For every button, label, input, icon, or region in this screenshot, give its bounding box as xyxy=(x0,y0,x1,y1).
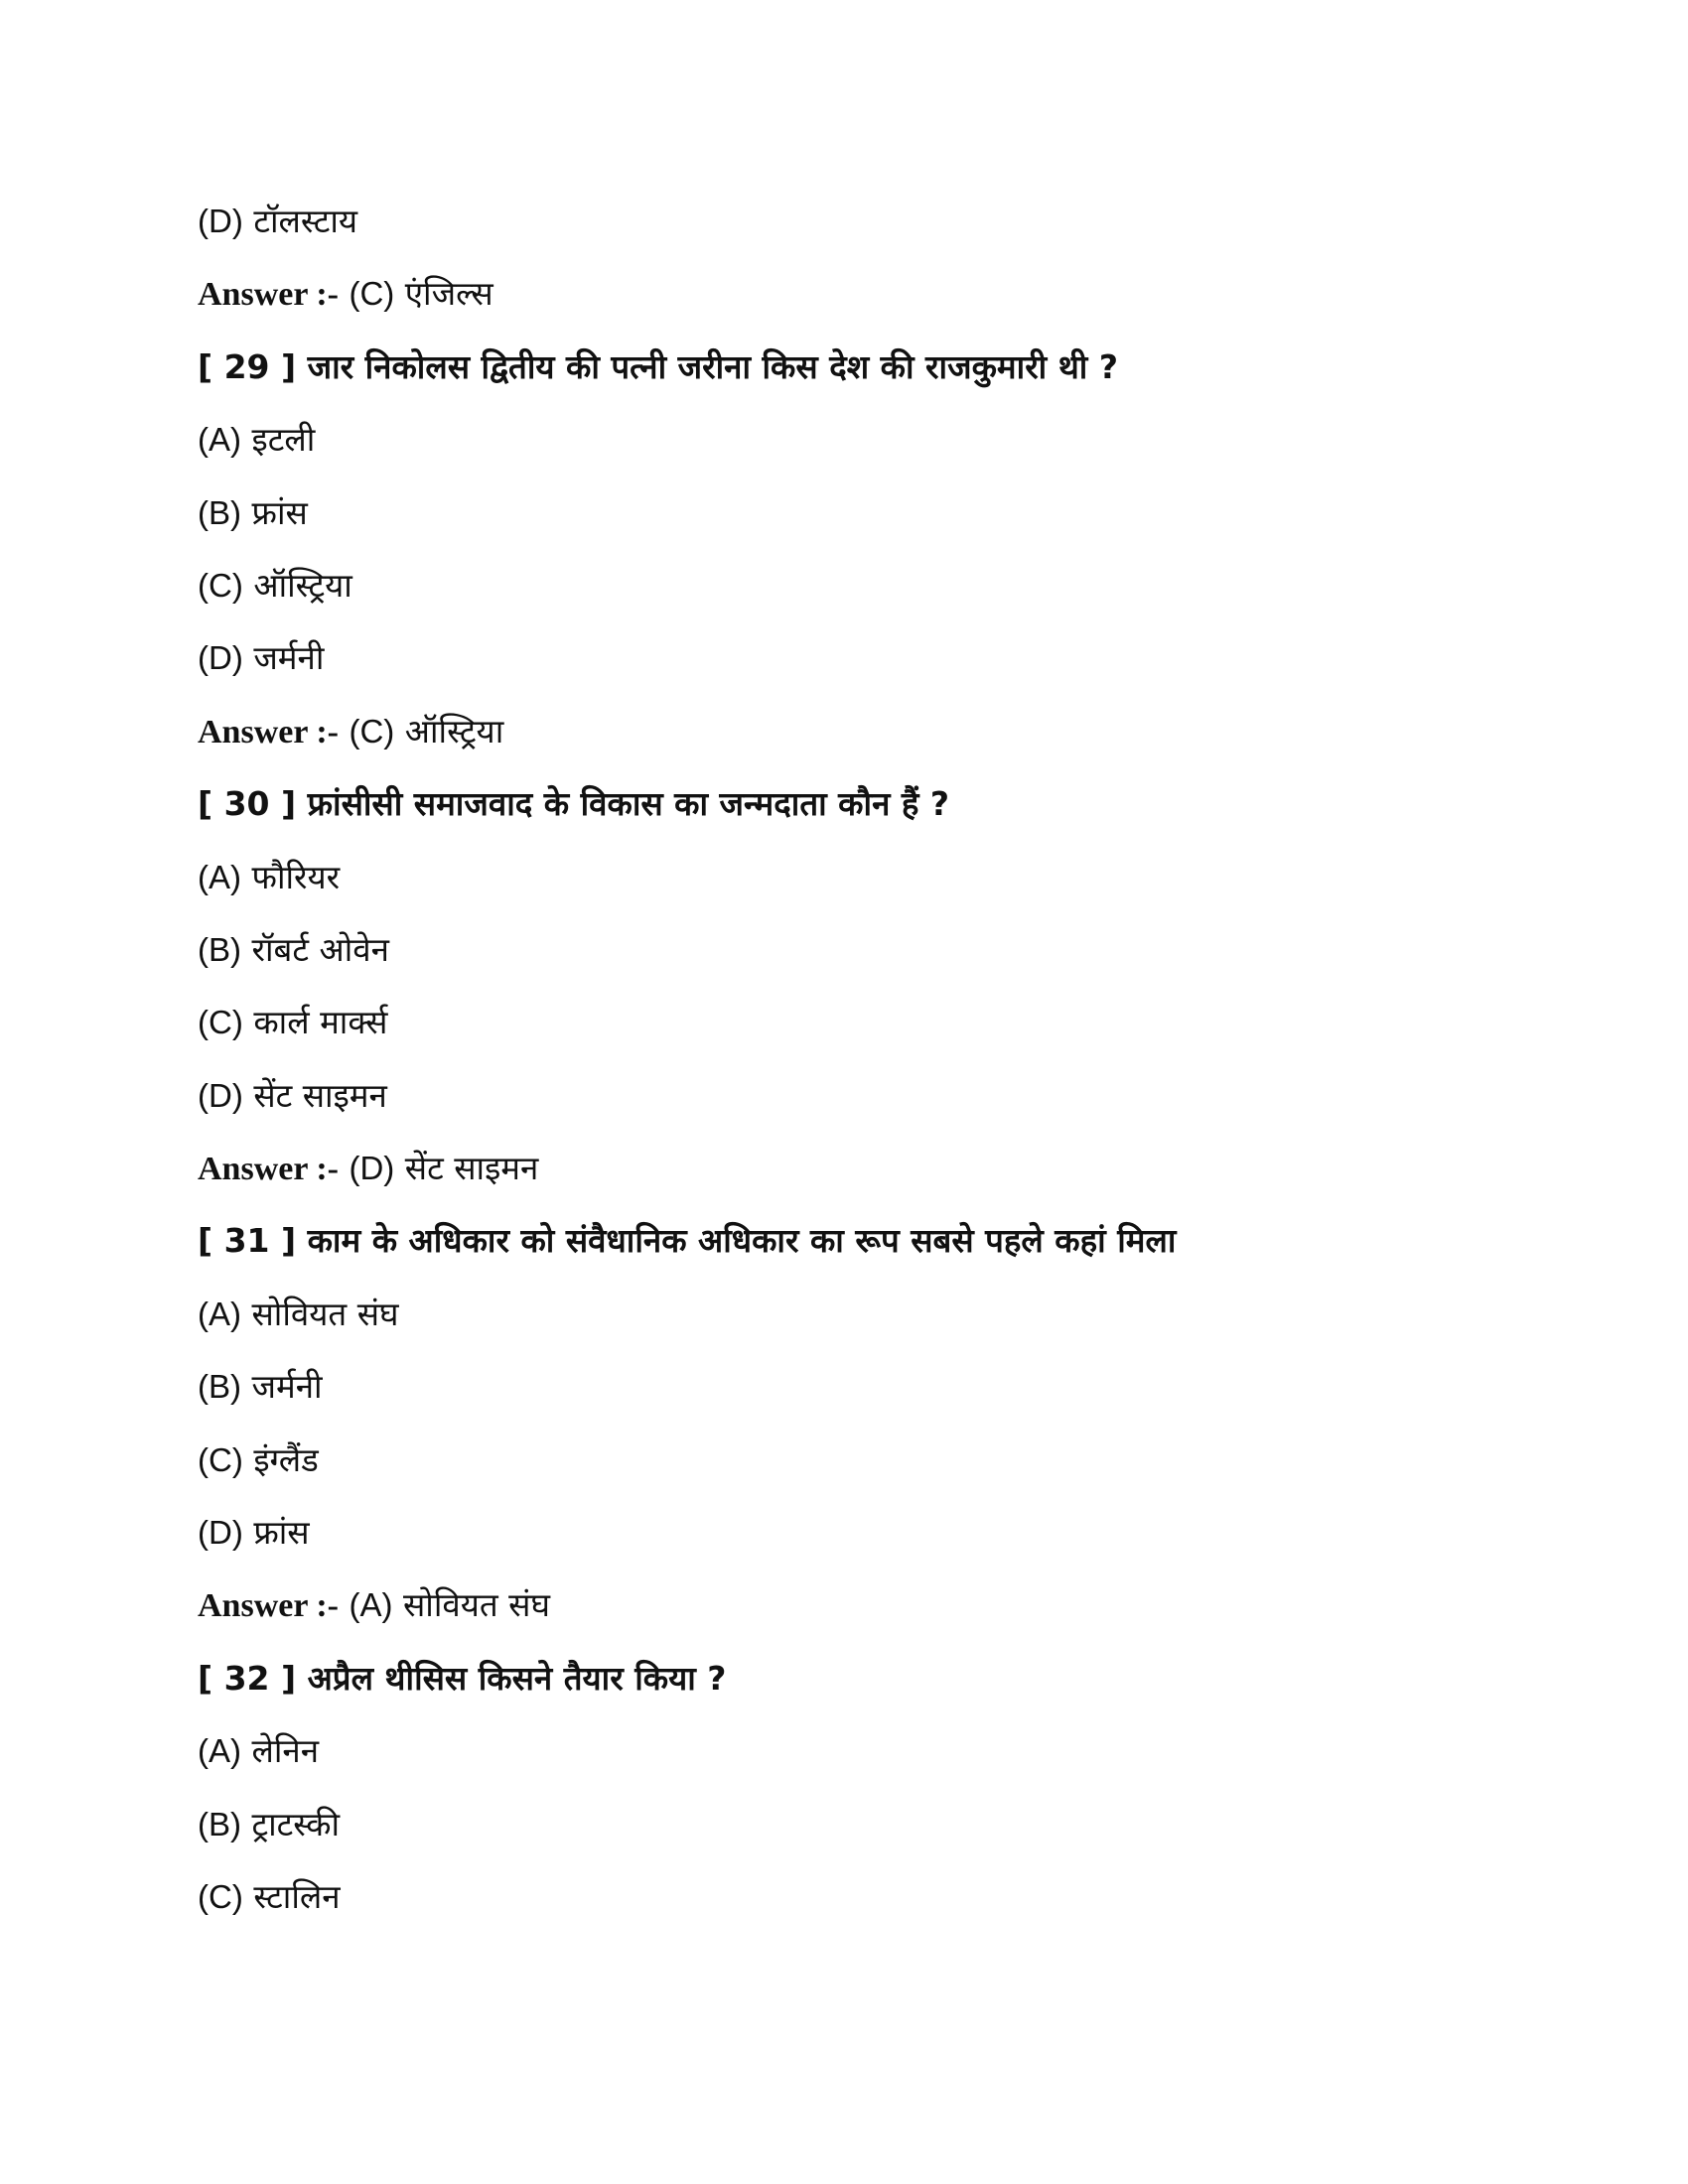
option-line xyxy=(198,403,1588,476)
option-text: फौरियर xyxy=(251,857,341,896)
question-line xyxy=(198,331,1588,403)
option-text: फ्रांस xyxy=(253,1513,310,1553)
option-line xyxy=(198,986,1588,1058)
option-line xyxy=(198,621,1588,694)
option-letter: (A) xyxy=(198,1732,241,1770)
option-line xyxy=(198,1424,1588,1496)
answer-label: Answer :- xyxy=(198,1587,339,1625)
answer-letter: (D) xyxy=(349,1150,395,1187)
option-line xyxy=(198,1860,1588,1933)
answer-label: Answer :- xyxy=(198,276,339,314)
option-text: इटली xyxy=(251,420,316,460)
option-letter: (D) xyxy=(198,1076,243,1114)
question-text: काम के अधिकार को संवैधानिक अधिकार का रूप सबसे पहले कहां मिला xyxy=(307,1221,1177,1261)
question-number: [ 32 ] xyxy=(198,1658,297,1698)
option-line xyxy=(198,1788,1588,1860)
option-line xyxy=(198,913,1588,986)
answer-text: ऑस्ट्रिया xyxy=(404,711,504,751)
answer-line xyxy=(198,1132,1588,1204)
quiz-document xyxy=(198,185,1588,1933)
option-text: जर्मनी xyxy=(251,1367,323,1407)
option-letter: (A) xyxy=(198,858,241,895)
answer-label: Answer :- xyxy=(198,1151,339,1188)
option-line xyxy=(198,1714,1588,1787)
option-letter: (A) xyxy=(198,1295,241,1332)
option-text: कार्ल मार्क्स xyxy=(253,1003,388,1042)
option-text: फ्रांस xyxy=(251,492,308,532)
answer-letter: (C) xyxy=(349,275,395,313)
option-text: स्टालिन xyxy=(253,1876,341,1916)
option-letter: (B) xyxy=(198,493,241,531)
answer-line xyxy=(198,257,1588,330)
answer-text: सोवियत संघ xyxy=(402,1585,550,1625)
option-text: ट्राटस्की xyxy=(251,1804,341,1843)
option-line xyxy=(198,1496,1588,1569)
option-letter: (C) xyxy=(198,566,243,604)
option-letter: (C) xyxy=(198,1004,243,1041)
option-line xyxy=(198,1350,1588,1423)
option-letter: (B) xyxy=(198,1368,241,1406)
option-text: टॉलस्टाय xyxy=(253,202,358,240)
option-text: लेनिन xyxy=(251,1731,320,1771)
option-line xyxy=(198,1278,1588,1350)
option-letter: (A) xyxy=(198,421,241,459)
option-text: सोवियत संघ xyxy=(251,1294,399,1333)
option-text: रॉबर्ट ओवेन xyxy=(251,929,389,969)
option-line xyxy=(198,549,1588,621)
answer-text: एंजिल्स xyxy=(404,274,493,314)
option-line xyxy=(198,841,1588,913)
option-line xyxy=(198,1059,1588,1132)
answer-letter: (C) xyxy=(349,712,395,750)
question-number: [ 29 ] xyxy=(198,346,297,386)
question-line xyxy=(198,1642,1588,1714)
option-line xyxy=(198,185,1588,257)
option-line xyxy=(198,477,1588,549)
option-letter: (C) xyxy=(198,1440,243,1478)
answer-label: Answer :- xyxy=(198,713,339,751)
question-number: [ 30 ] xyxy=(198,784,297,824)
option-text: सेंट साइमन xyxy=(253,1075,387,1115)
option-letter: (C) xyxy=(198,1877,243,1915)
question-text: अप्रैल थीसिस किसने तैयार किया ? xyxy=(307,1658,727,1698)
question-text: फ्रांसीसी समाजवाद के विकास का जन्मदाता कौन हैं ? xyxy=(307,784,950,824)
answer-line xyxy=(198,1569,1588,1641)
answer-letter: (A) xyxy=(349,1586,393,1624)
option-text: इंग्लैंड xyxy=(253,1439,319,1479)
option-letter: (B) xyxy=(198,1805,241,1843)
option-text: ऑस्ट्रिया xyxy=(253,565,352,605)
option-letter: (D) xyxy=(198,639,243,677)
question-line xyxy=(198,1204,1588,1277)
question-text: जार निकोलस द्वितीय की पत्नी जरीना किस देश की राजकुमारी थी ? xyxy=(307,346,1118,386)
answer-line xyxy=(198,695,1588,767)
option-letter: (D) xyxy=(198,1514,243,1552)
answer-text: सेंट साइमन xyxy=(404,1149,539,1188)
option-text: जर्मनी xyxy=(253,638,325,678)
question-number: [ 31 ] xyxy=(198,1221,297,1261)
option-letter: (B) xyxy=(198,930,241,968)
question-line xyxy=(198,767,1588,840)
option-letter: (D) xyxy=(198,203,243,239)
